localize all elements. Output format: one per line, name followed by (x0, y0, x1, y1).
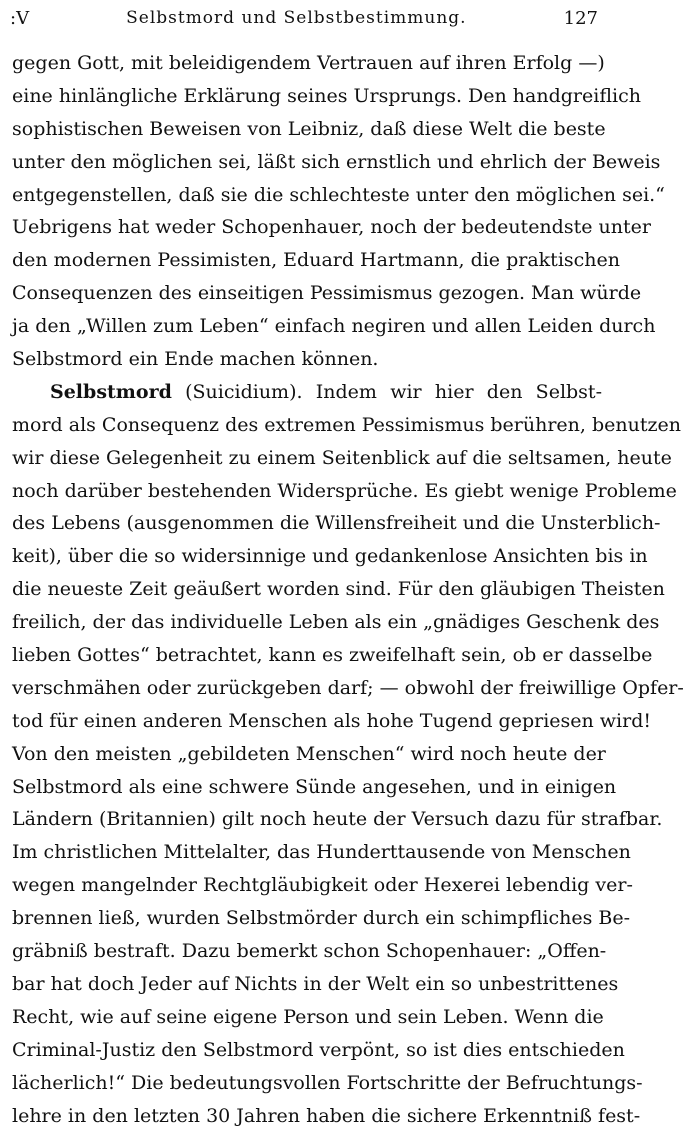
text-line: eine hinlängliche Erklärung seines Ursprungs. Den handgreiflich (12, 80, 602, 113)
text-line: wir diese Gelegenheit zu einem Seitenblick auf die seltsamen, heute (12, 442, 602, 475)
text-line: lieben Gottes“ betrachtet, kann es zweifelhaft sein, ob er dasselbe (12, 639, 602, 672)
body-text (12, 47, 602, 1132)
text-line: noch darüber bestehenden Widersprüche. Es giebt wenige Probleme (12, 475, 602, 508)
text-line: die neueste Zeit geäußert worden sind. Für den gläubigen Theisten (12, 573, 602, 606)
page-number: 127 (564, 8, 598, 29)
section-heading-rest: (Suicidium). Indem wir hier den Selbst- (172, 381, 602, 403)
section-heading: Selbstmord (50, 381, 172, 403)
text-line: brennen ließ, wurden Selbstmörder durch ein schimpfliches Be- (12, 902, 602, 935)
page-header (10, 4, 598, 32)
text-line: ja den „Willen zum Leben“ einfach negiren und allen Leiden durch (12, 310, 602, 343)
signature-mark: :V (10, 8, 29, 29)
text-line: verschmähen oder zurückgeben darf; — obwohl der freiwillige Opfer- (12, 672, 602, 705)
text-line: lächerlich!“ Die bedeutungsvollen Fortschritte der Befruchtungs- (12, 1067, 602, 1100)
text-line: Consequenzen des einseitigen Pessimismus gezogen. Man würde (12, 277, 602, 310)
section-first-line (12, 376, 602, 409)
text-line: Im christlichen Mittelalter, das Hunderttausende von Menschen (12, 836, 602, 869)
text-line: lehre in den letzten 30 Jahren haben die sichere Erkenntniß fest- (12, 1100, 602, 1132)
text-line: Selbstmord als eine schwere Sünde angesehen, und in einigen (12, 771, 602, 804)
text-line: Criminal-Justiz den Selbstmord verpönt, so ist dies entschieden (12, 1034, 602, 1067)
text-line: freilich, der das individuelle Leben als ein „gnädiges Geschenk des (12, 606, 602, 639)
text-line: Ländern (Britannien) gilt noch heute der Versuch dazu für strafbar. (12, 803, 602, 836)
text-line: mord als Consequenz des extremen Pessimismus berühren, benutzen (12, 409, 602, 442)
text-line: gräbniß bestraft. Dazu bemerkt schon Schopenhauer: „Offen- (12, 935, 602, 968)
text-line: keit), über die so widersinnige und gedankenlose Ansichten bis in (12, 540, 602, 573)
text-line: entgegenstellen, daß sie die schlechteste unter den möglichen sei.“ (12, 179, 602, 212)
running-title: Selbstmord und Selbstbestimmung. (126, 8, 466, 28)
text-line: sophistischen Beweisen von Leibniz, daß diese Welt die beste (12, 113, 602, 146)
text-line: wegen mangelnder Rechtgläubigkeit oder Hexerei lebendig ver- (12, 869, 602, 902)
text-line: unter den möglichen sei, läßt sich ernstlich und ehrlich der Beweis (12, 146, 602, 179)
text-line: Von den meisten „gebildeten Menschen“ wird noch heute der (12, 738, 602, 771)
text-line: tod für einen anderen Menschen als hohe Tugend gepriesen wird! (12, 705, 602, 738)
text-line: den modernen Pessimisten, Eduard Hartmann, die praktischen (12, 244, 602, 277)
text-line: des Lebens (ausgenommen die Willensfreiheit und die Unsterblich- (12, 507, 602, 540)
text-line: gegen Gott, mit beleidigendem Vertrauen auf ihren Erfolg —) (12, 47, 602, 80)
text-line: bar hat doch Jeder auf Nichts in der Welt ein so unbestrittenes (12, 968, 602, 1001)
text-line: Uebrigens hat weder Schopenhauer, noch der bedeutendste unter (12, 211, 602, 244)
text-line: Recht, wie auf seine eigene Person und sein Leben. Wenn die (12, 1001, 602, 1034)
text-line: Selbstmord ein Ende machen können. (12, 343, 602, 376)
